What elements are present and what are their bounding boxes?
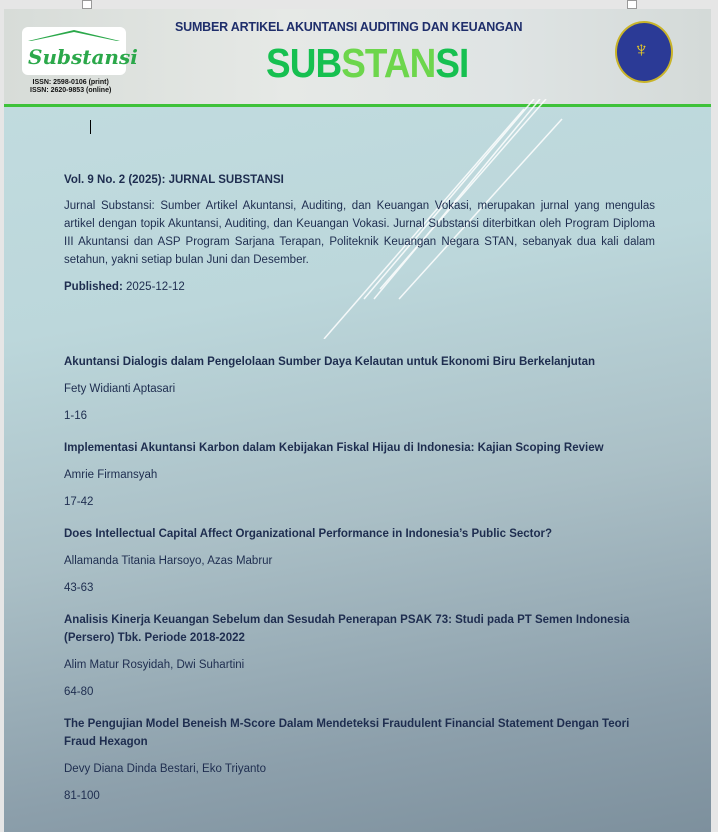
article-pages: 81-100 bbox=[64, 790, 100, 802]
issn-print: ISSN: 2598-0106 (print) bbox=[32, 79, 109, 86]
title-part: STAN bbox=[341, 40, 436, 86]
article-title[interactable]: Implementasi Akuntansi Karbon dalam Kebijakan Fiskal Hijau di Indonesia: Kajian Scoping Review bbox=[64, 442, 604, 454]
title-part: SI bbox=[435, 40, 469, 86]
published-label: Published: bbox=[64, 281, 123, 293]
journal-banner bbox=[4, 9, 711, 104]
issn-online: ISSN: 2620-9853 (online) bbox=[30, 87, 112, 94]
document-content bbox=[64, 171, 655, 805]
document-page[interactable] bbox=[4, 9, 711, 832]
article-authors: Allamanda Titania Harsoyo, Azas Mabrur bbox=[64, 555, 273, 567]
issn-info bbox=[30, 79, 111, 95]
logo-text: Substansi bbox=[28, 45, 138, 69]
issue-description: Jurnal Substansi: Sumber Artikel Akuntansi, Auditing, dan Keuangan Vokasi, merupakan jurnal yang mengulas artikel dengan topik Akuntansi, Auditing, dan Keuangan Vokasi. Jurnal Substansi diterbitkan oleh Program Diploma III Akuntansi dan ASP Program Sarjana Terapan, Politeknik Keuangan Negara STAN, sebanyak dua kali dalam setahun, yakni setiap bulan Juni dan Desember. bbox=[64, 200, 655, 266]
article-pages: 43-63 bbox=[64, 582, 94, 594]
margin-marker-left bbox=[82, 0, 92, 9]
article-authors: Fety Widianti Aptasari bbox=[64, 383, 176, 395]
article-title[interactable]: Analisis Kinerja Keuangan Sebelum dan Sesudah Penerapan PSAK 73: Studi pada PT Semen Indonesia (Persero) Tbk. Periode 2018-2022 bbox=[64, 614, 630, 644]
substansi-logo bbox=[22, 27, 138, 75]
issue-heading: Vol. 9 No. 2 (2025): JURNAL SUBSTANSI bbox=[64, 174, 284, 186]
title-part: SUB bbox=[266, 40, 342, 86]
article-item bbox=[64, 439, 655, 511]
article-item bbox=[64, 525, 655, 597]
article-item bbox=[64, 715, 655, 805]
article-pages: 17-42 bbox=[64, 496, 94, 508]
article-authors: Amrie Firmansyah bbox=[64, 469, 158, 481]
pkn-stan-seal-icon: ♆ bbox=[615, 21, 673, 83]
margin-marker-right bbox=[627, 0, 637, 9]
article-list bbox=[64, 353, 655, 805]
article-pages: 64-80 bbox=[64, 686, 94, 698]
article-title[interactable]: The Pengujian Model Beneish M-Score Dalam Mendeteksi Fraudulent Financial Statement Dengan Teori Fraud Hexagon bbox=[64, 718, 630, 748]
published-date: 2025-12-12 bbox=[125, 281, 185, 293]
article-title[interactable]: Akuntansi Dialogis dalam Pengelolaan Sumber Daya Kelautan untuk Ekonomi Biru Berkelanjutan bbox=[64, 356, 596, 368]
banner-subtitle: SUMBER ARTIKEL AKUNTANSI AUDITING DAN KEUANGAN bbox=[175, 20, 523, 34]
article-item bbox=[64, 353, 655, 425]
published-line bbox=[64, 278, 655, 296]
text-cursor bbox=[90, 120, 91, 134]
article-pages: 1-16 bbox=[64, 410, 88, 422]
article-authors: Alim Matur Rosyidah, Dwi Suhartini bbox=[64, 659, 245, 671]
article-item bbox=[64, 611, 655, 701]
article-authors: Devy Diana Dinda Bestari, Eko Triyanto bbox=[64, 763, 266, 775]
article-title[interactable]: Does Intellectual Capital Affect Organizational Performance in Indonesia’s Public Sector? bbox=[64, 528, 553, 540]
banner-title bbox=[266, 40, 468, 87]
